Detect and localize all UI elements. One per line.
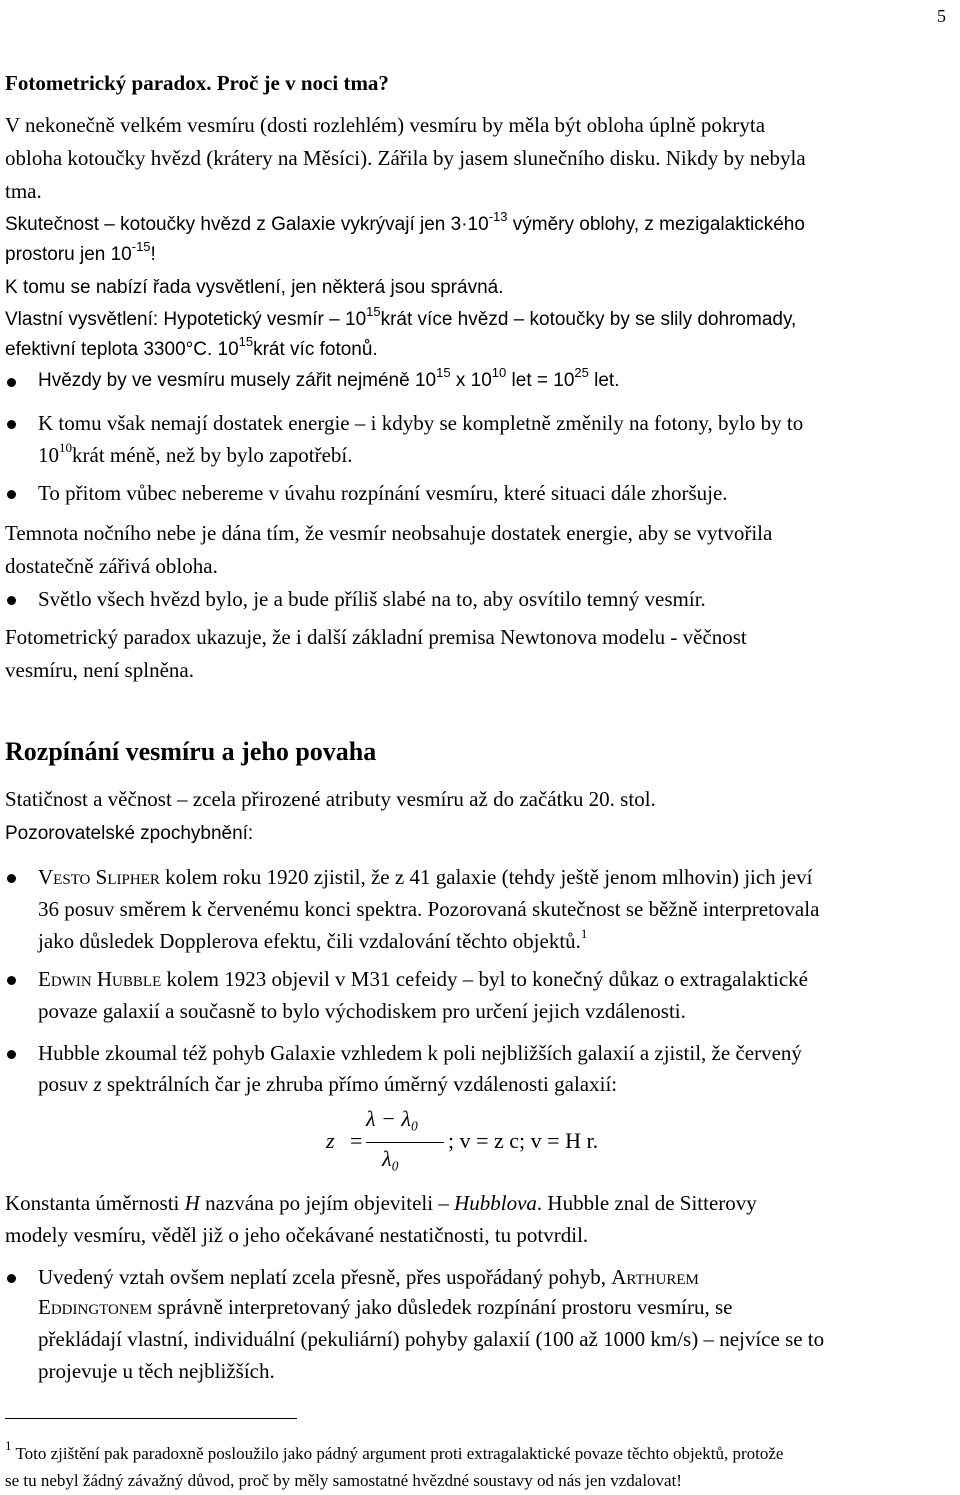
person-name: Vesto Slipher [38, 865, 160, 889]
text-span: výměry oblohy, z mezigalaktického [507, 214, 805, 235]
footnote-line: se tu nebyl žádný závažný důvod, proč by měly samostatné hvězdné soustavy od nás jen vzdalovat! [5, 1471, 682, 1490]
footnote-line [5, 1438, 784, 1465]
paragraph-line: obloha kotoučky hvězd (krátery na Měsíci). Zářila by jasem slunečního disku. Nikdy by nebyla [5, 146, 806, 170]
text-span: let. [588, 370, 620, 391]
text-span: spektrálních čar je zhruba přímo úměrný vzdálenosti galaxií: [101, 1072, 618, 1096]
formula-denominator: λ₀ [382, 1146, 400, 1171]
text-span: 10 [38, 443, 59, 467]
bullet-icon [7, 976, 16, 985]
footnote-separator [5, 1418, 297, 1419]
variable: H [184, 1191, 200, 1215]
text-span: nazvána po jejím objeviteli – [199, 1191, 455, 1215]
text-span: jako důsledek Dopplerova efektu, čili vzdalování těchto objektů. [38, 929, 581, 953]
bullet-icon [7, 1050, 16, 1059]
bullet-item [38, 864, 812, 890]
text-span: let = 10 [506, 370, 575, 391]
paragraph-line [5, 303, 797, 333]
bullet-item-line [38, 1071, 617, 1097]
variable: z [93, 1072, 102, 1096]
superscript: 10 [491, 364, 507, 380]
hubble-name: Hubblova [454, 1191, 537, 1215]
text-span: x 10 [450, 370, 492, 391]
paragraph-line: Temnota nočního nebe je dána tím, že vesmír neobsahuje dostatek energie, aby se vytvořila [5, 521, 773, 545]
paragraph-line: vesmíru, není splněna. [5, 658, 194, 682]
text-span: kolem roku 1920 zjistil, že z 41 galaxie (tehdy ještě jenom mlhovin) jich jeví [159, 865, 813, 889]
text-span: prostoru jen 10 [5, 244, 132, 265]
bullet-icon [7, 420, 16, 429]
superscript: 10 [59, 440, 72, 455]
person-name: Arthurem [611, 1265, 699, 1289]
superscript: 15 [436, 364, 451, 380]
footnote-ref[interactable]: 1 [580, 926, 588, 941]
superscript: 25 [574, 364, 589, 380]
paragraph-line [5, 208, 805, 238]
bullet-icon [7, 874, 16, 883]
bullet-item [38, 1264, 699, 1290]
text-span: Skutečnost – kotoučky hvězd z Galaxie vykrývají jen 3·10 [5, 214, 489, 235]
formula-rest: ; v = z c; v = H r. [448, 1128, 599, 1153]
bullet-item-line [38, 928, 587, 954]
fraction-bar [366, 1142, 444, 1143]
text-span: kolem 1923 objevil v M31 cefeidy – byl to konečný důkaz o extragalaktické [161, 967, 808, 991]
text-span: krát méně, než by bylo zapotřebí. [72, 443, 353, 467]
text-span: Hvězdy by ve vesmíru musely zářit nejméně 10 [38, 370, 437, 391]
text-span: efektivní teplota 3300°C. 10 [5, 339, 239, 360]
text-span: Vlastní vysvětlení: Hypotetický vesmír – 10 [5, 309, 367, 330]
formula-z: z [326, 1128, 335, 1153]
section-heading: Rozpínání vesmíru a jeho povaha [5, 737, 377, 766]
bullet-icon [7, 596, 16, 605]
paragraph-line [5, 238, 156, 268]
text-span: Konstanta úměrnosti [5, 1191, 185, 1215]
section-title: Fotometrický paradox. Proč je v noci tma? [5, 71, 389, 95]
text-span: posuv [38, 1072, 94, 1096]
page-number: 5 [937, 6, 946, 26]
formula-equals: = [350, 1128, 363, 1153]
superscript: 15 [238, 333, 254, 349]
bullet-item: To přitom vůbec nebereme v úvahu rozpínání vesmíru, které situaci dále zhoršuje. [38, 481, 728, 505]
paragraph-line: Pozorovatelské zpochybnění: [5, 823, 254, 844]
bullet-item [38, 966, 808, 992]
bullet-item-line [38, 1294, 732, 1320]
bullet-item: Světlo všech hvězd bylo, je a bude příliš slabé na to, aby osvítilo temný vesmír. [38, 587, 706, 611]
text-span: krát víc fotonů. [253, 339, 378, 360]
text-span: krát více hvězd – kotoučky by se slily dohromady, [380, 309, 797, 330]
paragraph-line: Statičnost a věčnost – zcela přirozené atributy vesmíru až do začátku 20. stol. [5, 787, 656, 811]
bullet-item-line: povaze galaxií a současně to bylo východiskem pro určení jejich vzdálenosti. [38, 999, 686, 1023]
superscript: -15 [131, 238, 151, 254]
bullet-item-line: projevuje u těch nejbližších. [38, 1359, 275, 1383]
bullet-item-line: 36 posuv směrem k červenému konci spektra. Pozorovaná skutečnost se běžně interpretovala [38, 897, 820, 921]
text-span: ! [150, 244, 156, 265]
paragraph-line [5, 333, 378, 363]
paragraph-line: V nekonečně velkém vesmíru (dosti rozlehlém) vesmíru by měla být obloha úplně pokryta [5, 113, 766, 137]
person-name: Edwin Hubble [38, 967, 162, 991]
formula-numerator: λ − λ₀ [366, 1106, 419, 1131]
person-name: Eddingtonem [38, 1295, 153, 1319]
text-span: správně interpretovaný jako důsledek rozpínání prostoru vesmíru, se [152, 1295, 733, 1319]
hubble-formula [326, 1106, 686, 1178]
bullet-icon [7, 490, 16, 499]
paragraph-line: modely vesmíru, věděl již o jeho očekávané nestatičnosti, tu potvrdil. [5, 1223, 589, 1247]
bullet-item [38, 364, 620, 394]
bullet-item: Hubble zkoumal též pohyb Galaxie vzhledem k poli nejbližších galaxií a zjistil, že červený [38, 1041, 802, 1065]
paragraph-line: K tomu se nabízí řada vysvětlení, jen některá jsou správná. [5, 277, 504, 298]
bullet-icon [7, 378, 16, 387]
superscript: -13 [488, 208, 508, 224]
text-span: Toto zjištění pak paradoxně posloužilo jako pádný argument proti extragalaktické povaze těchto objektů, protože [11, 1444, 784, 1463]
superscript: 15 [366, 303, 381, 319]
text-span: . Hubble znal de Sitterovy [536, 1191, 757, 1215]
bullet-item-line: překládají vlastní, individuální (pekuliární) pohyby galaxií (100 až 1000 km/s) – nejvíce se to [38, 1327, 825, 1351]
bullet-item-line [38, 442, 352, 468]
footnote-number: 1 [5, 1438, 12, 1454]
paragraph-line [5, 1190, 757, 1216]
paragraph-line: Fotometrický paradox ukazuje, že i další základní premisa Newtonova modelu - věčnost [5, 625, 747, 649]
text-span: Uvedený vztah ovšem neplatí zcela přesně, přes uspořádaný pohyb, [38, 1265, 612, 1289]
bullet-icon [7, 1274, 16, 1283]
paragraph-line: dostatečně zářivá obloha. [5, 554, 218, 578]
bullet-item: K tomu však nemají dostatek energie – i kdyby se kompletně změnily na fotony, bylo by to [38, 411, 804, 435]
paragraph-line: tma. [5, 179, 42, 203]
